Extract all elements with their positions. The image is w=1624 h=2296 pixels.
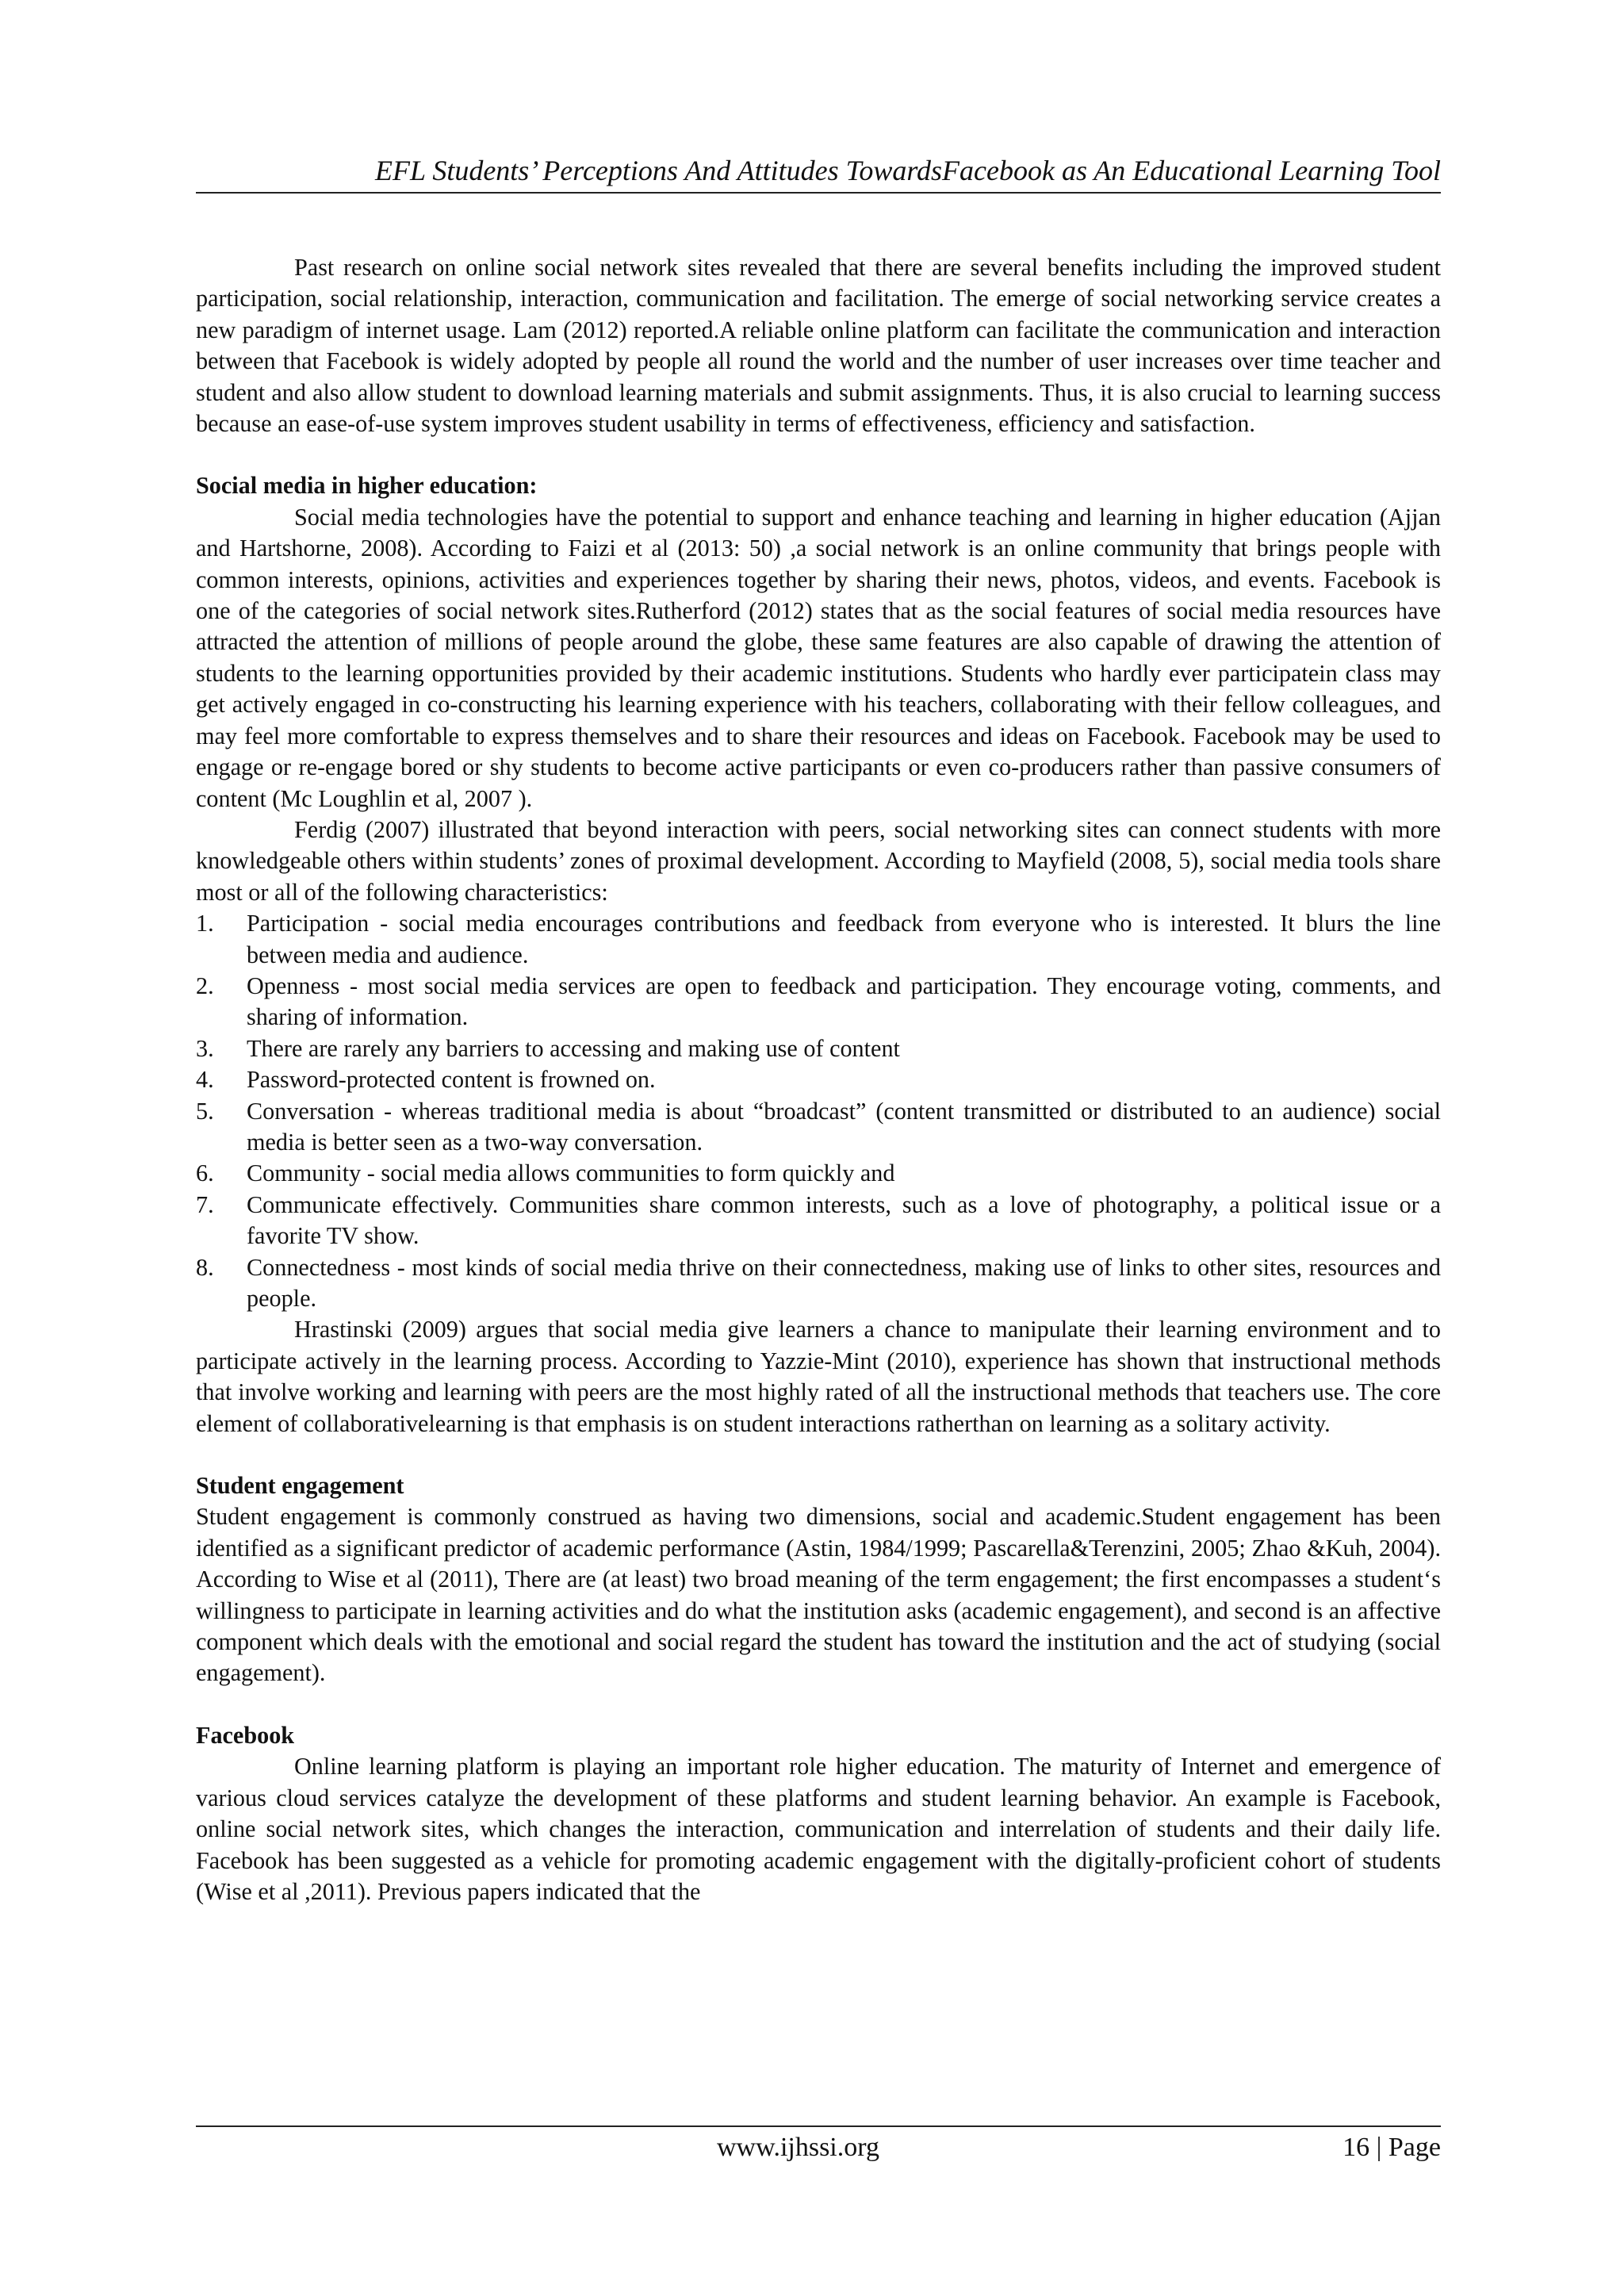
list-number: 2. <box>196 972 214 999</box>
social-media-paragraph-2: Ferdig (2007) illustrated that beyond interaction with peers, social networking sites can connect students with more knowledgeable others within students’ zones of proximal development. According to Mayfield (2008, 5), social media tools share most or all of the following characteristics: <box>196 815 1441 906</box>
list-number: 8. <box>196 1253 214 1281</box>
list-text: Conversation - whereas traditional media is about “broadcast” (content transmitted or distributed to an audience) social media is better seen as a two-way conversation. <box>247 1097 1441 1156</box>
list-item <box>196 971 1441 1033</box>
list-item <box>196 908 1441 971</box>
facebook-paragraph: Online learning platform is playing an important role higher education. The maturity of Internet and emergence of various cloud services catalyze the development of these platforms and student learning behavior. An example is Facebook, online social network sites, which changes the interaction, communication and interrelation of students and their daily life. Facebook has been suggested as a vehicle for promoting academic engagement with the digitally-proficient cohort of students (Wise et al ,2011). Previous papers indicated that the <box>196 1753 1441 1905</box>
section-heading-social-media: Social media in higher education: <box>196 472 538 500</box>
list-text: Openness - most social media services are open to feedback and participation. They encourage voting, comments, and sharing of information. <box>247 972 1441 1031</box>
list-item <box>196 1096 1441 1159</box>
body-text <box>196 252 1441 1907</box>
list-number: 5. <box>196 1097 214 1125</box>
list-number: 4. <box>196 1066 214 1094</box>
footer-website: www.ijhssi.org <box>717 2133 879 2162</box>
social-media-paragraph-1: Social media technologies have the potential to support and enhance teaching and learning in higher education (Ajjan and Hartshorne, 2008). According to Faizi et al (2013: 50) ,a social network is an online community that brings people with common interests, opinions, activities and experiences together by sharing their news, photos, videos, and events. Facebook is one of the categories of social network sites.Rutherford (2012) states that as the social features of social media resources have attracted the attention of millions of people around the globe, these same features are also capable of drawing the attention of students to the learning opportunities provided by their academic institutions. Students who hardly ever participatein class may get actively engaged in co-constructing his learning experience with his teachers, collaborating with their fellow colleagues, and may feel more comfortable to express themselves and to share their resources and ideas on Facebook. Facebook may be used to engage or re-engage bored or shy students to become active participants or even co-producers rather than passive consumers of content (Mc Loughlin et al, 2007 ). <box>196 503 1441 812</box>
list-text: Participation - social media encourages contributions and feedback from everyone who is interested. It blurs the line between media and audience. <box>247 910 1441 968</box>
list-text: Community - social media allows communities to form quickly and <box>247 1159 895 1187</box>
list-text: There are rarely any barriers to accessing and making use of content <box>247 1034 900 1062</box>
list-text: Communicate effectively. Communities share common interests, such as a love of photography, a political issue or a favorite TV show. <box>247 1190 1441 1250</box>
footer-rule <box>196 2125 1441 2127</box>
list-text: Connectedness - most kinds of social media thrive on their connectedness, making use of links to other sites, resources and people. <box>247 1253 1441 1312</box>
section-heading-student-engagement: Student engagement <box>196 1472 404 1500</box>
footer-page-number: 16 | Page <box>1342 2133 1441 2162</box>
list-number: 3. <box>196 1034 214 1062</box>
running-header: EFL Students’ Perceptions And Attitudes TowardsFacebook as An Educational Learning Tool <box>374 155 1441 186</box>
section-heading-facebook: Facebook <box>196 1721 295 1749</box>
intro-paragraph: Past research on online social network sites revealed that there are several benefits including the improved student participation, social relationship, interaction, communication and facilitation. The emerge of social networking service creates a new paradigm of internet usage. Lam (2012) reported.A reliable online platform can facilitate the communication and interaction between that Facebook is widely adopted by people all round the world and the number of user increases over time teacher and student and also allow student to download learning materials and submit assignments. Thus, it is also crucial to learning success because an ease-of-use system improves student usability in terms of effectiveness, efficiency and satisfaction. <box>196 254 1441 438</box>
header-rule <box>196 192 1441 194</box>
characteristics-list <box>196 908 1441 1314</box>
list-item <box>196 1033 1441 1064</box>
list-number: 6. <box>196 1159 214 1187</box>
list-item <box>196 1064 1441 1095</box>
list-item <box>196 1190 1441 1252</box>
list-number: 7. <box>196 1190 214 1218</box>
list-number: 1. <box>196 910 214 937</box>
social-media-paragraph-3: Hrastinski (2009) argues that social media give learners a chance to manipulate their learning environment and to participate actively in the learning process. According to Yazzie-Mint (2010), experience has shown that instructional methods that involve working and learning with peers are the most highly rated of all the instructional methods that teachers use. The core element of collaborativelearning is that emphasis is on student interactions ratherthan on learning as a solitary activity. <box>196 1316 1441 1437</box>
list-text: Password-protected content is frowned on. <box>247 1066 656 1094</box>
engagement-paragraph: Student engagement is commonly construed as having two dimensions, social and academic.Student engagement has been identified as a significant predictor of academic performance (Astin, 1984/1999; Pascarella&Terenzini, 2005; Zhao &Kuh, 2004). According to Wise et al (2011), There are (at least) two broad meaning of the term engagement; the first encompasses a student‘s willingness to participate in learning activities and do what the institution asks (academic engagement), and second is an affective component which deals with the emotional and social regard the student has toward the institution and the act of studying (social engagement). <box>196 1503 1441 1687</box>
list-item <box>196 1158 1441 1189</box>
list-item <box>196 1252 1441 1315</box>
